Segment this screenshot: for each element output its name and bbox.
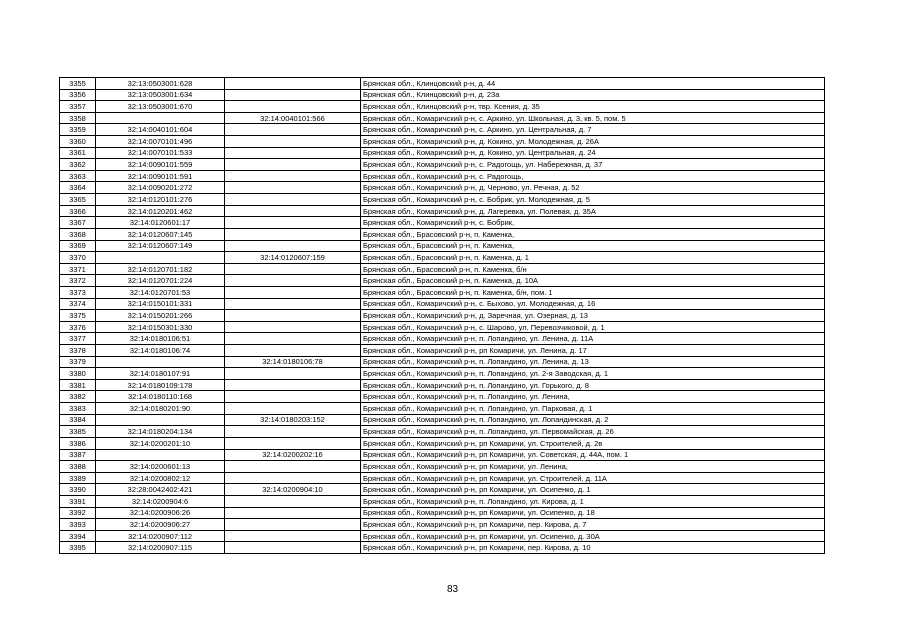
cadastral-number-cell: 32:28:0042402:421 [96,484,225,496]
table-row [60,391,825,403]
address-cell: Брянская обл., Комаричский р-н, с. Радогощь, [361,170,825,182]
address-cell: Брянская обл., Брасовский р-н, п. Каменка, б/н, пом. 1 [361,286,825,298]
row-number-cell: 3364 [60,182,96,194]
row-number-cell: 3389 [60,472,96,484]
table-row [60,414,825,426]
row-number-cell: 3390 [60,484,96,496]
cadastral-number-cell: 32:14:0200601:13 [96,461,225,473]
cadastral-number-alt-cell [225,426,361,438]
cadastral-number-cell [96,112,225,124]
row-number-cell: 3393 [60,519,96,531]
cadastral-number-cell [96,356,225,368]
row-number-cell: 3362 [60,159,96,171]
address-cell: Брянская обл., Брасовский р-н, п. Каменка, [361,228,825,240]
cadastral-number-alt-cell [225,437,361,449]
table-row [60,159,825,171]
address-cell: Брянская обл., Комаричский р-н, п. Лопандино, ул. Ленина, д. 13 [361,356,825,368]
cadastral-number-cell: 32:13:0503001:670 [96,101,225,113]
address-cell: Брянская обл., Клинцовский р-н, д. 23а [361,89,825,101]
cadastral-number-alt-cell [225,495,361,507]
cadastral-number-cell: 32:14:0180201:90 [96,403,225,415]
row-number-cell: 3372 [60,275,96,287]
cadastral-number-cell: 32:14:0200907:112 [96,530,225,542]
cadastral-number-cell: 32:14:0200904:6 [96,495,225,507]
address-cell: Брянская обл., Комаричский р-н, д. Заречная, ул. Озерная, д. 13 [361,310,825,322]
cadastral-number-alt-cell [225,391,361,403]
address-cell: Брянская обл., Комаричский р-н, рп Комаричи, ул. Осипенко, д. 1 [361,484,825,496]
cadastral-number-alt-cell [225,217,361,229]
row-number-cell: 3368 [60,228,96,240]
cadastral-number-cell: 32:14:0090101:591 [96,170,225,182]
address-cell: Брянская обл., Комаричский р-н, рп Комаричи, ул. Ленина, д. 17 [361,345,825,357]
row-number-cell: 3366 [60,205,96,217]
cadastral-number-alt-cell [225,136,361,148]
address-cell: Брянская обл., Комаричский р-н, п. Лопандино, ул. Первомайская, д. 26 [361,426,825,438]
table-row [60,298,825,310]
cadastral-number-alt-cell [225,542,361,554]
table-row [60,194,825,206]
cadastral-number-alt-cell [225,124,361,136]
cadastral-number-cell: 32:14:0200802:12 [96,472,225,484]
cadastral-number-alt-cell [225,368,361,380]
row-number-cell: 3356 [60,89,96,101]
cadastral-number-cell: 32:14:0040101:604 [96,124,225,136]
cadastral-number-alt-cell [225,298,361,310]
address-cell: Брянская обл., Комаричский р-н, с. Аркино, ул. Школьная, д. 3, кв. 5, пом. 5 [361,112,825,124]
row-number-cell: 3379 [60,356,96,368]
row-number-cell: 3378 [60,345,96,357]
address-cell: Брянская обл., Комаричский р-н, рп Комаричи, пер. Кирова, д. 7 [361,519,825,531]
address-cell: Брянская обл., Комаричский р-н, рп Комаричи, ул. Ленина, [361,461,825,473]
table-row [60,356,825,368]
row-number-cell: 3359 [60,124,96,136]
cadastral-number-alt-cell [225,507,361,519]
table-row [60,101,825,113]
row-number-cell: 3371 [60,263,96,275]
cadastral-number-alt-cell [225,159,361,171]
cadastral-number-alt-cell [225,321,361,333]
table-row [60,124,825,136]
address-cell: Брянская обл., Комаричский р-н, с. Бобрик, [361,217,825,229]
table-row [60,182,825,194]
address-cell: Брянская обл., Комаричский р-н, рп Комаричи, пер. Кирова, д. 10 [361,542,825,554]
cadastral-number-alt-cell: 32:14:0200202:16 [225,449,361,461]
cadastral-number-cell: 32:14:0180106:74 [96,345,225,357]
table-row [60,403,825,415]
table-row [60,449,825,461]
table-row [60,170,825,182]
cadastral-number-cell: 32:14:0120701:53 [96,286,225,298]
cadastral-number-cell: 32:14:0090101:559 [96,159,225,171]
cadastral-number-alt-cell [225,379,361,391]
cadastral-number-alt-cell [225,78,361,90]
cadastral-number-cell: 32:14:0070101:533 [96,147,225,159]
cadastral-number-cell: 32:13:0503001:628 [96,78,225,90]
address-cell: Брянская обл., Комаричский р-н, рп Комаричи, ул. Осипенко, д. 18 [361,507,825,519]
cadastral-number-alt-cell: 32:14:0180106:78 [225,356,361,368]
cadastral-number-cell: 32:14:0120701:224 [96,275,225,287]
table-row [60,345,825,357]
table-row [60,240,825,252]
row-number-cell: 3363 [60,170,96,182]
cadastral-number-cell: 32:14:0120607:145 [96,228,225,240]
address-cell: Брянская обл., Комаричский р-н, д. Кокино, ул. Центральная, д. 24 [361,147,825,159]
table-row [60,542,825,554]
table-row [60,310,825,322]
row-number-cell: 3386 [60,437,96,449]
registry-table [59,77,825,554]
address-cell: Брянская обл., Комаричский р-н, рп Комаричи, ул. Осипенко, д. 30А [361,530,825,542]
row-number-cell: 3377 [60,333,96,345]
row-number-cell: 3382 [60,391,96,403]
address-cell: Брянская обл., Комаричский р-н, с. Аркино, ул. Центральная, д. 7 [361,124,825,136]
table-row [60,263,825,275]
row-number-cell: 3355 [60,78,96,90]
table-row [60,275,825,287]
cadastral-number-cell: 32:14:0180110:168 [96,391,225,403]
table-row [60,286,825,298]
cadastral-number-cell: 32:14:0120101:276 [96,194,225,206]
cadastral-number-cell: 32:14:0070101:496 [96,136,225,148]
table-row [60,89,825,101]
table-row [60,136,825,148]
row-number-cell: 3384 [60,414,96,426]
address-cell: Брянская обл., Комаричский р-н, д. Кокино, ул. Молодежная, д. 26А [361,136,825,148]
table-row [60,205,825,217]
address-cell: Брянская обл., Комаричский р-н, п. Лопандино, ул. Лопандинская, д. 2 [361,414,825,426]
cadastral-number-alt-cell [225,286,361,298]
address-cell: Брянская обл., Комаричский р-н, п. Лопандино, ул. Кирова, д. 1 [361,495,825,507]
table-row [60,368,825,380]
table-row [60,495,825,507]
cadastral-number-cell: 32:14:0180107:91 [96,368,225,380]
address-cell: Брянская обл., Комаричский р-н, с. Быхово, ул. Молодежная, д. 16 [361,298,825,310]
row-number-cell: 3388 [60,461,96,473]
address-cell: Брянская обл., Комаричский р-н, п. Лопандино, ул. Горького, д. 8 [361,379,825,391]
address-cell: Брянская обл., Комаричский р-н, рп Комаричи, ул. Строителей, д. 11А [361,472,825,484]
cadastral-number-cell: 32:14:0150301:330 [96,321,225,333]
row-number-cell: 3395 [60,542,96,554]
address-cell: Брянская обл., Комаричский р-н, п. Лопандино, ул. Парковая, д. 1 [361,403,825,415]
table-row [60,333,825,345]
cadastral-number-alt-cell: 32:14:0120607:159 [225,252,361,264]
table-row [60,321,825,333]
table-row [60,426,825,438]
cadastral-number-alt-cell [225,147,361,159]
address-cell: Брянская обл., Комаричский р-н, д. Лагеревка, ул. Полевая, д. 35А [361,205,825,217]
cadastral-number-cell: 32:14:0180204:134 [96,426,225,438]
address-cell: Брянская обл., Брасовский р-н, п. Каменка, д. 1 [361,252,825,264]
address-cell: Брянская обл., Комаричский р-н, с. Бобрик, ул. Молодежная, д. 5 [361,194,825,206]
row-number-cell: 3391 [60,495,96,507]
cadastral-number-cell: 32:14:0120201:462 [96,205,225,217]
cadastral-number-alt-cell [225,240,361,252]
row-number-cell: 3385 [60,426,96,438]
table-row [60,217,825,229]
row-number-cell: 3370 [60,252,96,264]
cadastral-number-alt-cell [225,519,361,531]
row-number-cell: 3369 [60,240,96,252]
row-number-cell: 3387 [60,449,96,461]
table-row [60,379,825,391]
cadastral-number-alt-cell: 32:14:0040101:566 [225,112,361,124]
cadastral-number-alt-cell [225,89,361,101]
cadastral-number-cell: 32:13:0503001:634 [96,89,225,101]
table-row [60,112,825,124]
row-number-cell: 3392 [60,507,96,519]
address-cell: Брянская обл., Комаричский р-н, с. Радогощь, ул. Набережная, д. 37 [361,159,825,171]
cadastral-number-alt-cell [225,310,361,322]
address-cell: Брянская обл., Комаричский р-н, рп Комаричи, ул. Советская, д. 44А, пом. 1 [361,449,825,461]
address-cell: Брянская обл., Комаричский р-н, рп Комаричи, ул. Строителей, д. 2в [361,437,825,449]
address-cell: Брянская обл., Клинцовский р-н, д. 44 [361,78,825,90]
cadastral-number-cell: 32:14:0150201:266 [96,310,225,322]
cadastral-number-cell: 32:14:0120601:17 [96,217,225,229]
row-number-cell: 3374 [60,298,96,310]
cadastral-number-cell: 32:14:0200907:115 [96,542,225,554]
cadastral-number-alt-cell [225,530,361,542]
row-number-cell: 3360 [60,136,96,148]
cadastral-number-alt-cell: 32:14:0180203:152 [225,414,361,426]
cadastral-number-cell: 32:14:0150101:331 [96,298,225,310]
address-cell: Брянская обл., Комаричский р-н, п. Лопандино, ул. Ленина, д. 11А [361,333,825,345]
table-row [60,472,825,484]
row-number-cell: 3381 [60,379,96,391]
table-row [60,252,825,264]
address-cell: Брянская обл., Брасовский р-н, п. Каменка, [361,240,825,252]
row-number-cell: 3376 [60,321,96,333]
cadastral-number-alt-cell [225,461,361,473]
cadastral-number-cell: 32:14:0120701:182 [96,263,225,275]
row-number-cell: 3358 [60,112,96,124]
row-number-cell: 3394 [60,530,96,542]
cadastral-number-cell: 32:14:0180106:51 [96,333,225,345]
cadastral-number-alt-cell [225,345,361,357]
cadastral-number-cell [96,449,225,461]
cadastral-number-alt-cell [225,472,361,484]
cadastral-number-alt-cell [225,182,361,194]
cadastral-number-cell: 32:14:0200906:27 [96,519,225,531]
row-number-cell: 3380 [60,368,96,380]
table-row [60,484,825,496]
address-cell: Брянская обл., Брасовский р-н, п. Каменка, д. 10А [361,275,825,287]
address-cell: Брянская обл., Клинцовский р-н, твр. Ксения, д. 35 [361,101,825,113]
cadastral-number-alt-cell [225,170,361,182]
cadastral-number-alt-cell [225,403,361,415]
address-cell: Брянская обл., Комаричский р-н, п. Лопандино, ул. 2-я Заводская, д. 1 [361,368,825,380]
page-number: 83 [446,584,459,595]
table-row [60,461,825,473]
cadastral-number-cell [96,414,225,426]
row-number-cell: 3383 [60,403,96,415]
cadastral-number-alt-cell [225,228,361,240]
row-number-cell: 3357 [60,101,96,113]
table-row [60,437,825,449]
cadastral-number-cell: 32:14:0090201:272 [96,182,225,194]
row-number-cell: 3367 [60,217,96,229]
cadastral-number-cell: 32:14:0200906:26 [96,507,225,519]
row-number-cell: 3373 [60,286,96,298]
cadastral-number-cell: 32:14:0120607:149 [96,240,225,252]
row-number-cell: 3365 [60,194,96,206]
cadastral-number-alt-cell [225,275,361,287]
cadastral-number-alt-cell [225,205,361,217]
table-row [60,147,825,159]
cadastral-number-alt-cell [225,101,361,113]
cadastral-number-alt-cell: 32:14:0200904:10 [225,484,361,496]
address-cell: Брянская обл., Комаричский р-н, п. Лопандино, ул. Ленина, [361,391,825,403]
table-row [60,78,825,90]
address-cell: Брянская обл., Комаричский р-н, д. Черново, ул. Речная, д. 52 [361,182,825,194]
cadastral-number-cell: 32:14:0180109:178 [96,379,225,391]
row-number-cell: 3361 [60,147,96,159]
cadastral-number-cell: 32:14:0200201:10 [96,437,225,449]
registry-table-body [60,78,825,554]
table-row [60,507,825,519]
table-row [60,519,825,531]
cadastral-number-alt-cell [225,263,361,275]
cadastral-number-alt-cell [225,333,361,345]
address-cell: Брянская обл., Брасовский р-н, п. Каменка, б/н [361,263,825,275]
cadastral-number-cell [96,252,225,264]
address-cell: Брянская обл., Комаричский р-н, с. Шарово, ул. Перевозчиковой, д. 1 [361,321,825,333]
table-row [60,228,825,240]
row-number-cell: 3375 [60,310,96,322]
cadastral-number-alt-cell [225,194,361,206]
table-row [60,530,825,542]
